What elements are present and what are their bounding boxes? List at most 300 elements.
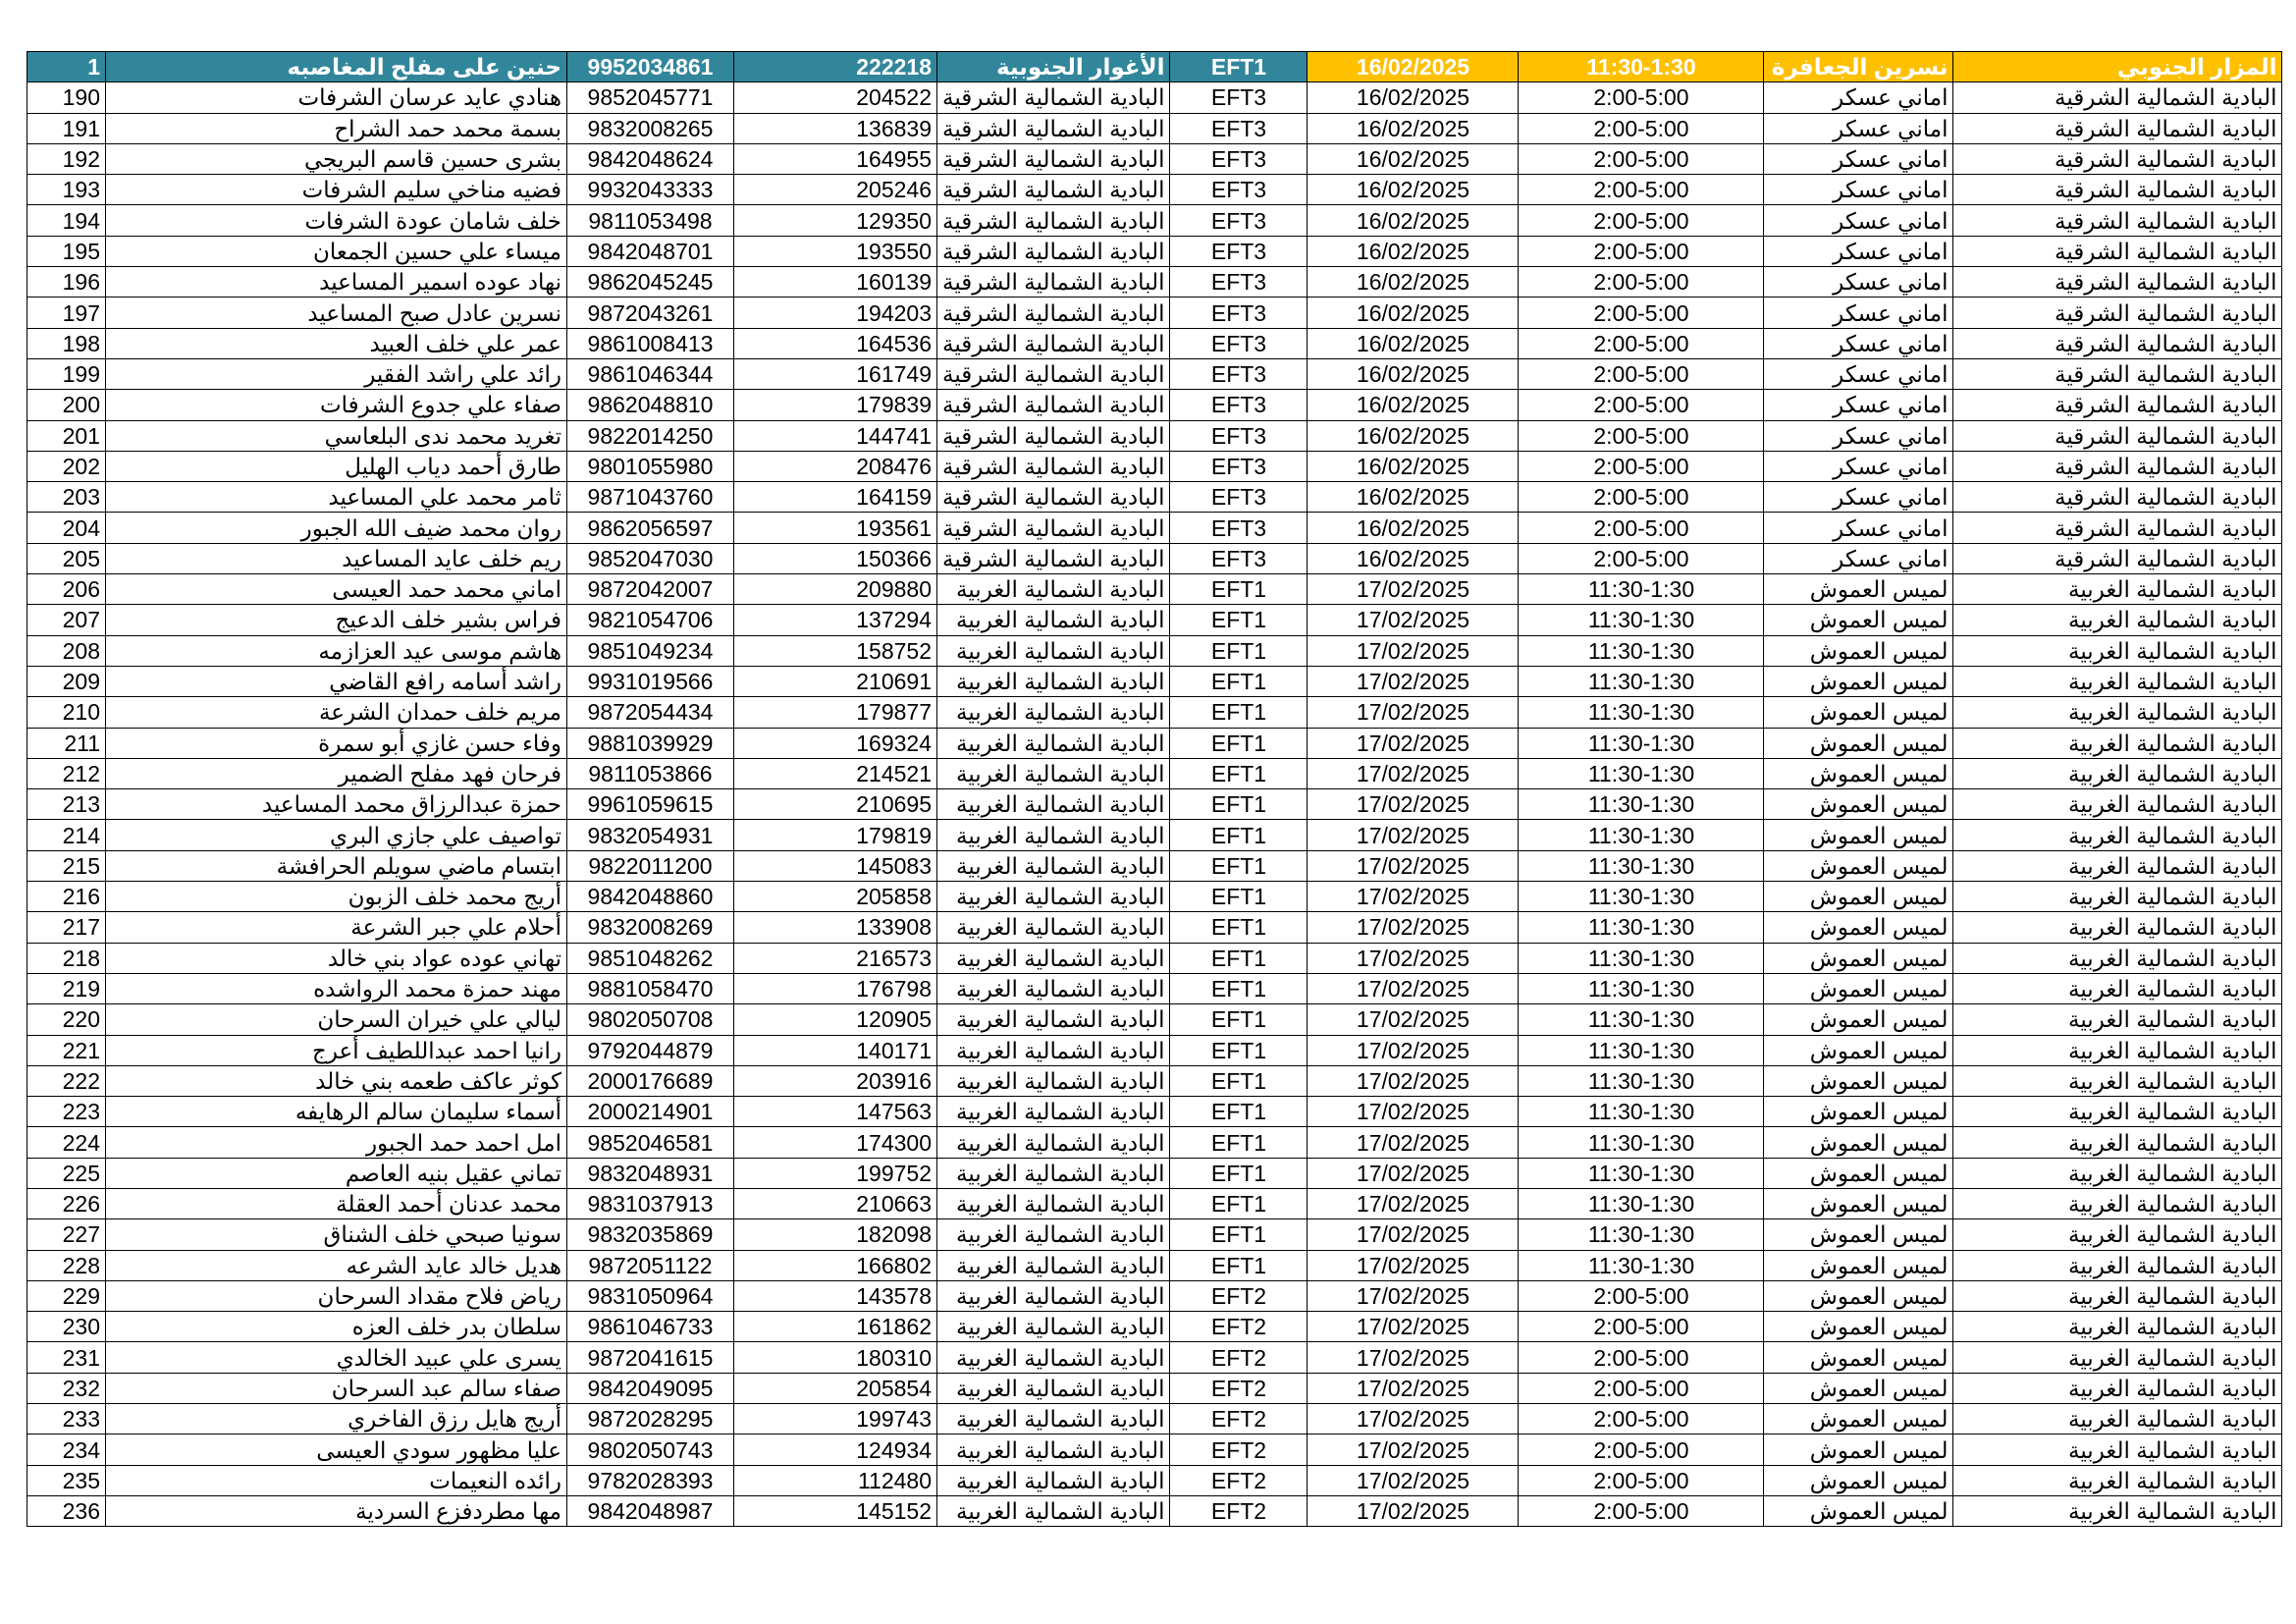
row-number-cell: 233	[27, 1404, 106, 1435]
session-date-cell: 16/02/2025	[1308, 236, 1519, 266]
session-time-cell: 11:30-1:30	[1519, 574, 1764, 605]
trainer-name-cell: لميس العموش	[1764, 697, 1953, 728]
employee-number-cell: 160139	[734, 267, 937, 298]
table-row	[27, 605, 2282, 635]
table-row	[27, 574, 2282, 605]
session-time-cell: 11:30-1:30	[1519, 605, 1764, 635]
course-code-cell: EFT3	[1170, 482, 1308, 513]
trainer-name-cell: لميس العموش	[1764, 635, 1953, 666]
row-number-cell: 201	[27, 420, 106, 451]
session-time-cell: 11:30-1:30	[1519, 1188, 1764, 1218]
course-code-cell: EFT1	[1170, 697, 1308, 728]
table-row	[27, 1404, 2282, 1435]
training-center-cell: البادية الشمالية الغربية	[1953, 758, 2282, 788]
session-time-cell: 2:00-5:00	[1519, 328, 1764, 358]
session-time-cell: 2:00-5:00	[1519, 358, 1764, 389]
session-time-cell: 2:00-5:00	[1519, 113, 1764, 143]
national-id-cell: 9861046344	[567, 358, 734, 389]
course-code-cell: EFT1	[1170, 605, 1308, 635]
national-id-cell: 9842048860	[567, 882, 734, 912]
training-center-cell: البادية الشمالية الغربية	[1953, 605, 2282, 635]
session-time-cell: 11:30-1:30	[1519, 820, 1764, 850]
session-time-cell: 2:00-5:00	[1519, 267, 1764, 298]
session-date-cell: 16/02/2025	[1308, 390, 1519, 420]
trainer-name-cell: اماني عسكر	[1764, 298, 1953, 328]
table-row	[27, 1495, 2282, 1526]
session-date-cell: 17/02/2025	[1308, 1035, 1519, 1065]
person-name-cell: تماني عقيل بنيه العاصم	[106, 1158, 567, 1188]
session-time-cell: 11:30-1:30	[1519, 789, 1764, 820]
employee-number-cell: 140171	[734, 1035, 937, 1065]
directorate-cell: البادية الشمالية الغربية	[937, 1435, 1170, 1465]
table-row	[27, 1250, 2282, 1280]
session-time-cell: 11:30-1:30	[1519, 1219, 1764, 1250]
employee-number-cell: 179877	[734, 697, 937, 728]
course-code-cell: EFT2	[1170, 1312, 1308, 1342]
course-code-cell: EFT2	[1170, 1373, 1308, 1403]
trainer-name-cell: لميس العموش	[1764, 1312, 1953, 1342]
directorate-cell: البادية الشمالية الشرقية	[937, 451, 1170, 481]
national-id-cell: 9931019566	[567, 666, 734, 696]
trainer-name-cell: اماني عسكر	[1764, 267, 1953, 298]
row-number-cell: 209	[27, 666, 106, 696]
trainer-name-cell: اماني عسكر	[1764, 358, 1953, 389]
employee-number-cell: 203916	[734, 1065, 937, 1096]
table-row	[27, 1158, 2282, 1188]
course-code-cell: EFT1	[1170, 758, 1308, 788]
session-date-cell: 17/02/2025	[1308, 1158, 1519, 1188]
course-code-cell: EFT3	[1170, 113, 1308, 143]
person-name-cell: ثامر محمد علي المساعيد	[106, 482, 567, 513]
trainer-name-cell: لميس العموش	[1764, 758, 1953, 788]
header-person-name: حنين على مفلح المغاصبه	[106, 52, 567, 82]
directorate-cell: البادية الشمالية الغربية	[937, 1065, 1170, 1096]
employee-number-cell: 205858	[734, 882, 937, 912]
person-name-cell: مريم خلف حمدان الشرعة	[106, 697, 567, 728]
course-code-cell: EFT1	[1170, 635, 1308, 666]
course-code-cell: EFT3	[1170, 513, 1308, 543]
table-row	[27, 697, 2282, 728]
employee-number-cell: 164536	[734, 328, 937, 358]
training-center-cell: البادية الشمالية الغربية	[1953, 1404, 2282, 1435]
trainer-name-cell: لميس العموش	[1764, 1035, 1953, 1065]
directorate-cell: البادية الشمالية الشرقية	[937, 298, 1170, 328]
session-date-cell: 17/02/2025	[1308, 1342, 1519, 1373]
trainer-name-cell: لميس العموش	[1764, 850, 1953, 881]
trainer-name-cell: لميس العموش	[1764, 1495, 1953, 1526]
employee-number-cell: 180310	[734, 1342, 937, 1373]
national-id-cell: 9822011200	[567, 850, 734, 881]
national-id-cell: 9872051122	[567, 1250, 734, 1280]
table-row	[27, 82, 2282, 113]
row-number-cell: 222	[27, 1065, 106, 1096]
row-number-cell: 227	[27, 1219, 106, 1250]
person-name-cell: أريج محمد خلف الزبون	[106, 882, 567, 912]
training-center-cell: البادية الشمالية الغربية	[1953, 1035, 2282, 1065]
row-number-cell: 190	[27, 82, 106, 113]
row-number-cell: 236	[27, 1495, 106, 1526]
person-name-cell: هديل خالد عايد الشرعه	[106, 1250, 567, 1280]
directorate-cell: البادية الشمالية الغربية	[937, 635, 1170, 666]
course-code-cell: EFT1	[1170, 1127, 1308, 1158]
training-center-cell: البادية الشمالية الغربية	[1953, 1435, 2282, 1465]
directorate-cell: البادية الشمالية الشرقية	[937, 358, 1170, 389]
session-time-cell: 11:30-1:30	[1519, 882, 1764, 912]
session-time-cell: 2:00-5:00	[1519, 1465, 1764, 1495]
employee-number-cell: 161862	[734, 1312, 937, 1342]
training-center-cell: البادية الشمالية الغربية	[1953, 635, 2282, 666]
directorate-cell: البادية الشمالية الغربية	[937, 1465, 1170, 1495]
session-date-cell: 16/02/2025	[1308, 82, 1519, 113]
national-id-cell: 9832054931	[567, 820, 734, 850]
directorate-cell: البادية الشمالية الشرقية	[937, 82, 1170, 113]
row-number-cell: 225	[27, 1158, 106, 1188]
session-time-cell: 11:30-1:30	[1519, 1127, 1764, 1158]
session-time-cell: 11:30-1:30	[1519, 1250, 1764, 1280]
session-time-cell: 11:30-1:30	[1519, 758, 1764, 788]
person-name-cell: أريج هايل رزق الفاخري	[106, 1404, 567, 1435]
trainer-name-cell: لميس العموش	[1764, 574, 1953, 605]
employee-number-cell: 147563	[734, 1097, 937, 1127]
trainer-name-cell: اماني عسكر	[1764, 543, 1953, 573]
session-time-cell: 11:30-1:30	[1519, 1097, 1764, 1127]
table-row	[27, 358, 2282, 389]
session-date-cell: 17/02/2025	[1308, 605, 1519, 635]
person-name-cell: رائد علي راشد الفقير	[106, 358, 567, 389]
trainer-name-cell: اماني عسكر	[1764, 143, 1953, 174]
header-course-code: EFT1	[1170, 52, 1308, 82]
course-code-cell: EFT1	[1170, 820, 1308, 850]
directorate-cell: البادية الشمالية الغربية	[937, 912, 1170, 943]
directorate-cell: البادية الشمالية الشرقية	[937, 267, 1170, 298]
header-row	[27, 52, 2282, 82]
national-id-cell: 2000214901	[567, 1097, 734, 1127]
session-time-cell: 2:00-5:00	[1519, 1312, 1764, 1342]
national-id-cell: 9852047030	[567, 543, 734, 573]
person-name-cell: صفاء علي جدوع الشرفات	[106, 390, 567, 420]
training-center-cell: البادية الشمالية الشرقية	[1953, 390, 2282, 420]
employee-number-cell: 124934	[734, 1435, 937, 1465]
table-row	[27, 1373, 2282, 1403]
row-number-cell: 193	[27, 175, 106, 205]
employee-number-cell: 145083	[734, 850, 937, 881]
directorate-cell: البادية الشمالية الشرقية	[937, 236, 1170, 266]
directorate-cell: البادية الشمالية الشرقية	[937, 420, 1170, 451]
trainer-name-cell: لميس العموش	[1764, 1127, 1953, 1158]
national-id-cell: 9832048931	[567, 1158, 734, 1188]
trainer-name-cell: اماني عسكر	[1764, 451, 1953, 481]
employee-number-cell: 133908	[734, 912, 937, 943]
course-code-cell: EFT3	[1170, 82, 1308, 113]
row-number-cell: 199	[27, 358, 106, 389]
person-name-cell: وفاء حسن غازي أبو سمرة	[106, 728, 567, 758]
session-date-cell: 17/02/2025	[1308, 697, 1519, 728]
person-name-cell: مها مطردفزع السردية	[106, 1495, 567, 1526]
session-date-cell: 17/02/2025	[1308, 820, 1519, 850]
directorate-cell: البادية الشمالية الغربية	[937, 1035, 1170, 1065]
course-code-cell: EFT2	[1170, 1342, 1308, 1373]
row-number-cell: 198	[27, 328, 106, 358]
person-name-cell: خلف شامان عودة الشرفات	[106, 205, 567, 236]
session-time-cell: 11:30-1:30	[1519, 1004, 1764, 1035]
session-time-cell: 11:30-1:30	[1519, 635, 1764, 666]
national-id-cell: 9832008269	[567, 912, 734, 943]
employee-number-cell: 166802	[734, 1250, 937, 1280]
table-row	[27, 236, 2282, 266]
directorate-cell: البادية الشمالية الغربية	[937, 943, 1170, 973]
person-name-cell: ابتسام ماضي سويلم الحرافشة	[106, 850, 567, 881]
course-code-cell: EFT1	[1170, 1219, 1308, 1250]
person-name-cell: اماني محمد حمد العيسى	[106, 574, 567, 605]
employee-number-cell: 214521	[734, 758, 937, 788]
employee-number-cell: 161749	[734, 358, 937, 389]
national-id-cell: 9822014250	[567, 420, 734, 451]
session-date-cell: 16/02/2025	[1308, 298, 1519, 328]
employee-number-cell: 216573	[734, 943, 937, 973]
national-id-cell: 9862045245	[567, 267, 734, 298]
session-time-cell: 11:30-1:30	[1519, 666, 1764, 696]
session-date-cell: 17/02/2025	[1308, 1188, 1519, 1218]
table-row	[27, 328, 2282, 358]
session-date-cell: 17/02/2025	[1308, 1435, 1519, 1465]
trainer-name-cell: لميس العموش	[1764, 943, 1953, 973]
course-code-cell: EFT1	[1170, 1097, 1308, 1127]
header-national-id: 9952034861	[567, 52, 734, 82]
national-id-cell: 9811053498	[567, 205, 734, 236]
training-center-cell: البادية الشمالية الغربية	[1953, 1250, 2282, 1280]
session-time-cell: 11:30-1:30	[1519, 912, 1764, 943]
session-date-cell: 17/02/2025	[1308, 1495, 1519, 1526]
directorate-cell: البادية الشمالية الغربية	[937, 1404, 1170, 1435]
employee-number-cell: 210695	[734, 789, 937, 820]
row-number-cell: 194	[27, 205, 106, 236]
employee-number-cell: 199752	[734, 1158, 937, 1188]
employee-number-cell: 174300	[734, 1127, 937, 1158]
roster-table	[27, 51, 2282, 1527]
table-row	[27, 635, 2282, 666]
national-id-cell: 9862048810	[567, 390, 734, 420]
training-center-cell: البادية الشمالية الشرقية	[1953, 82, 2282, 113]
person-name-cell: سلطان بدر خلف العزه	[106, 1312, 567, 1342]
row-number-cell: 232	[27, 1373, 106, 1403]
session-time-cell: 2:00-5:00	[1519, 1373, 1764, 1403]
directorate-cell: البادية الشمالية الشرقية	[937, 328, 1170, 358]
session-time-cell: 2:00-5:00	[1519, 390, 1764, 420]
session-date-cell: 17/02/2025	[1308, 973, 1519, 1003]
trainer-name-cell: لميس العموش	[1764, 912, 1953, 943]
session-date-cell: 17/02/2025	[1308, 1250, 1519, 1280]
directorate-cell: البادية الشمالية الغربية	[937, 697, 1170, 728]
table-row	[27, 912, 2282, 943]
course-code-cell: EFT1	[1170, 574, 1308, 605]
session-date-cell: 16/02/2025	[1308, 543, 1519, 573]
row-number-cell: 228	[27, 1250, 106, 1280]
header-row-number: 1	[27, 52, 106, 82]
trainer-name-cell: اماني عسكر	[1764, 390, 1953, 420]
table-row	[27, 882, 2282, 912]
national-id-cell: 9881039929	[567, 728, 734, 758]
person-name-cell: ليالي علي خيران السرحان	[106, 1004, 567, 1035]
row-number-cell: 235	[27, 1465, 106, 1495]
national-id-cell: 9842048624	[567, 143, 734, 174]
row-number-cell: 192	[27, 143, 106, 174]
session-date-cell: 17/02/2025	[1308, 1312, 1519, 1342]
directorate-cell: البادية الشمالية الغربية	[937, 1158, 1170, 1188]
row-number-cell: 215	[27, 850, 106, 881]
table-row	[27, 1465, 2282, 1495]
table-row	[27, 1127, 2282, 1158]
national-id-cell: 9872042007	[567, 574, 734, 605]
employee-number-cell: 204522	[734, 82, 937, 113]
directorate-cell: البادية الشمالية الغربية	[937, 789, 1170, 820]
national-id-cell: 9852046581	[567, 1127, 734, 1158]
employee-number-cell: 179819	[734, 820, 937, 850]
training-center-cell: البادية الشمالية الغربية	[1953, 912, 2282, 943]
training-center-cell: البادية الشمالية الشرقية	[1953, 298, 2282, 328]
person-name-cell: امل احمد حمد الجبور	[106, 1127, 567, 1158]
training-center-cell: البادية الشمالية الغربية	[1953, 882, 2282, 912]
directorate-cell: البادية الشمالية الغربية	[937, 973, 1170, 1003]
session-time-cell: 11:30-1:30	[1519, 850, 1764, 881]
session-date-cell: 17/02/2025	[1308, 666, 1519, 696]
employee-number-cell: 205246	[734, 175, 937, 205]
employee-number-cell: 136839	[734, 113, 937, 143]
person-name-cell: فرحان فهد مفلح الضمير	[106, 758, 567, 788]
session-date-cell: 16/02/2025	[1308, 205, 1519, 236]
trainer-name-cell: لميس العموش	[1764, 820, 1953, 850]
row-number-cell: 213	[27, 789, 106, 820]
table-row	[27, 943, 2282, 973]
person-name-cell: أسماء سليمان سالم الرهايفه	[106, 1097, 567, 1127]
row-number-cell: 226	[27, 1188, 106, 1218]
employee-number-cell: 145152	[734, 1495, 937, 1526]
person-name-cell: ميساء علي حسين الجمعان	[106, 236, 567, 266]
session-time-cell: 11:30-1:30	[1519, 728, 1764, 758]
person-name-cell: رائده النعيمات	[106, 1465, 567, 1495]
employee-number-cell: 193550	[734, 236, 937, 266]
trainer-name-cell: اماني عسكر	[1764, 482, 1953, 513]
session-date-cell: 16/02/2025	[1308, 267, 1519, 298]
trainer-name-cell: لميس العموش	[1764, 882, 1953, 912]
course-code-cell: EFT1	[1170, 1158, 1308, 1188]
person-name-cell: حمزة عبدالرزاق محمد المساعيد	[106, 789, 567, 820]
table-row	[27, 482, 2282, 513]
row-number-cell: 195	[27, 236, 106, 266]
training-center-cell: البادية الشمالية الشرقية	[1953, 113, 2282, 143]
row-number-cell: 220	[27, 1004, 106, 1035]
training-center-cell: البادية الشمالية الشرقية	[1953, 482, 2282, 513]
session-date-cell: 16/02/2025	[1308, 328, 1519, 358]
directorate-cell: البادية الشمالية الغربية	[937, 1188, 1170, 1218]
table-row	[27, 758, 2282, 788]
person-name-cell: فضيه مناخي سليم الشرفات	[106, 175, 567, 205]
national-id-cell: 9861046733	[567, 1312, 734, 1342]
national-id-cell: 9862056597	[567, 513, 734, 543]
header-employee-number: 222218	[734, 52, 937, 82]
row-number-cell: 202	[27, 451, 106, 481]
trainer-name-cell: اماني عسكر	[1764, 205, 1953, 236]
trainer-name-cell: لميس العموش	[1764, 1158, 1953, 1188]
employee-number-cell: 129350	[734, 205, 937, 236]
trainer-name-cell: لميس العموش	[1764, 789, 1953, 820]
training-center-cell: البادية الشمالية الغربية	[1953, 1188, 2282, 1218]
employee-number-cell: 176798	[734, 973, 937, 1003]
session-time-cell: 2:00-5:00	[1519, 1404, 1764, 1435]
trainer-name-cell: اماني عسكر	[1764, 82, 1953, 113]
directorate-cell: البادية الشمالية الغربية	[937, 850, 1170, 881]
session-time-cell: 2:00-5:00	[1519, 1280, 1764, 1311]
training-center-cell: البادية الشمالية الغربية	[1953, 697, 2282, 728]
person-name-cell: هنادي عايد عرسان الشرفات	[106, 82, 567, 113]
trainer-name-cell: لميس العموش	[1764, 1097, 1953, 1127]
session-date-cell: 16/02/2025	[1308, 358, 1519, 389]
national-id-cell: 9821054706	[567, 605, 734, 635]
training-center-cell: البادية الشمالية الغربية	[1953, 943, 2282, 973]
directorate-cell: البادية الشمالية الشرقية	[937, 175, 1170, 205]
table-row	[27, 1312, 2282, 1342]
training-center-cell: البادية الشمالية الشرقية	[1953, 420, 2282, 451]
national-id-cell: 9932043333	[567, 175, 734, 205]
person-name-cell: أحلام علي جبر الشرعة	[106, 912, 567, 943]
training-center-cell: البادية الشمالية الشرقية	[1953, 543, 2282, 573]
trainer-name-cell: لميس العموش	[1764, 1280, 1953, 1311]
course-code-cell: EFT1	[1170, 850, 1308, 881]
table-row	[27, 789, 2282, 820]
session-date-cell: 17/02/2025	[1308, 1280, 1519, 1311]
session-date-cell: 16/02/2025	[1308, 482, 1519, 513]
course-code-cell: EFT3	[1170, 358, 1308, 389]
table-row	[27, 298, 2282, 328]
table-row	[27, 1219, 2282, 1250]
session-time-cell: 2:00-5:00	[1519, 513, 1764, 543]
course-code-cell: EFT3	[1170, 390, 1308, 420]
employee-number-cell: 164955	[734, 143, 937, 174]
national-id-cell: 9801055980	[567, 451, 734, 481]
person-name-cell: راشد أسامه رافع القاضي	[106, 666, 567, 696]
directorate-cell: البادية الشمالية الغربية	[937, 758, 1170, 788]
trainer-name-cell: اماني عسكر	[1764, 420, 1953, 451]
row-number-cell: 214	[27, 820, 106, 850]
session-time-cell: 11:30-1:30	[1519, 1065, 1764, 1096]
row-number-cell: 204	[27, 513, 106, 543]
training-center-cell: البادية الشمالية الشرقية	[1953, 205, 2282, 236]
employee-number-cell: 150366	[734, 543, 937, 573]
row-number-cell: 234	[27, 1435, 106, 1465]
row-number-cell: 208	[27, 635, 106, 666]
national-id-cell: 9782028393	[567, 1465, 734, 1495]
session-date-cell: 17/02/2025	[1308, 850, 1519, 881]
table-row	[27, 1280, 2282, 1311]
course-code-cell: EFT1	[1170, 728, 1308, 758]
session-date-cell: 17/02/2025	[1308, 912, 1519, 943]
table-row	[27, 267, 2282, 298]
session-time-cell: 2:00-5:00	[1519, 543, 1764, 573]
directorate-cell: البادية الشمالية الغربية	[937, 1280, 1170, 1311]
course-code-cell: EFT3	[1170, 143, 1308, 174]
table-row	[27, 175, 2282, 205]
employee-number-cell: 169324	[734, 728, 937, 758]
person-name-cell: عمر علي خلف العبيد	[106, 328, 567, 358]
directorate-cell: البادية الشمالية الشرقية	[937, 543, 1170, 573]
table-body	[27, 52, 2282, 1527]
table-row	[27, 451, 2282, 481]
session-date-cell: 16/02/2025	[1308, 143, 1519, 174]
table-row	[27, 1342, 2282, 1373]
trainer-name-cell: لميس العموش	[1764, 1219, 1953, 1250]
session-date-cell: 17/02/2025	[1308, 635, 1519, 666]
course-code-cell: EFT2	[1170, 1465, 1308, 1495]
national-id-cell: 9872054434	[567, 697, 734, 728]
